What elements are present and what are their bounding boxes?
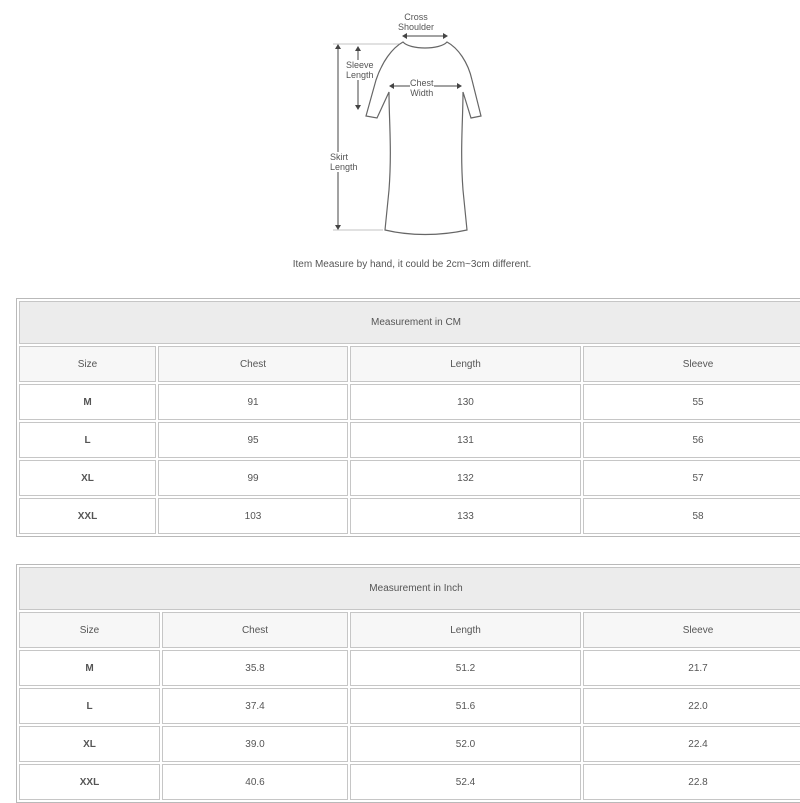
- measurement-table-inch: [16, 564, 800, 803]
- table-row: [19, 764, 800, 800]
- header-length: Length: [350, 612, 581, 648]
- cross-shoulder-label: Cross Shoulder: [398, 12, 435, 32]
- table-row: [19, 688, 800, 724]
- cell-length: 131: [350, 422, 581, 458]
- header-length: Length: [350, 346, 581, 382]
- cell-size: M: [19, 650, 160, 686]
- cell-chest: 103: [158, 498, 348, 534]
- cell-length: 52.0: [350, 726, 581, 762]
- table-row: [19, 498, 800, 534]
- cell-size: XXL: [19, 498, 156, 534]
- header-sleeve: Sleeve: [583, 346, 800, 382]
- cell-sleeve: 56: [583, 422, 800, 458]
- cell-sleeve: 58: [583, 498, 800, 534]
- header-size: Size: [19, 346, 156, 382]
- cell-size: XXL: [19, 764, 160, 800]
- cell-size: XL: [19, 726, 160, 762]
- chest-width-label: Chest Width: [410, 78, 434, 98]
- cell-chest: 39.0: [162, 726, 348, 762]
- cell-length: 130: [350, 384, 581, 420]
- cell-length: 51.2: [350, 650, 581, 686]
- header-size: Size: [19, 612, 160, 648]
- table-row: [19, 650, 800, 686]
- header-sleeve: Sleeve: [583, 612, 800, 648]
- dress-outline-icon: [0, 0, 800, 285]
- sleeve-length-label: Sleeve Length: [346, 60, 374, 80]
- cell-chest: 40.6: [162, 764, 348, 800]
- table-row: [19, 422, 800, 458]
- table-header-row: [19, 346, 800, 382]
- dress-measurement-diagram: [0, 0, 800, 285]
- cell-chest: 95: [158, 422, 348, 458]
- table-header-row: [19, 612, 800, 648]
- table-title: Measurement in Inch: [19, 567, 800, 610]
- table-row: [19, 726, 800, 762]
- measurement-table-cm: [16, 298, 800, 537]
- header-chest: Chest: [158, 346, 348, 382]
- table-title: Measurement in CM: [19, 301, 800, 344]
- cell-size: XL: [19, 460, 156, 496]
- skirt-length-label: Skirt Length: [330, 152, 358, 172]
- cell-size: L: [19, 688, 160, 724]
- cell-sleeve: 57: [583, 460, 800, 496]
- header-chest: Chest: [162, 612, 348, 648]
- cell-chest: 35.8: [162, 650, 348, 686]
- cell-chest: 99: [158, 460, 348, 496]
- cell-length: 51.6: [350, 688, 581, 724]
- cell-sleeve: 22.8: [583, 764, 800, 800]
- cell-sleeve: 22.4: [583, 726, 800, 762]
- cell-size: M: [19, 384, 156, 420]
- table-row: [19, 460, 800, 496]
- measurement-note: Item Measure by hand, it could be 2cm~3cm different.: [292, 259, 532, 270]
- cell-sleeve: 21.7: [583, 650, 800, 686]
- table-row: [19, 384, 800, 420]
- cell-chest: 37.4: [162, 688, 348, 724]
- cell-sleeve: 55: [583, 384, 800, 420]
- cell-length: 132: [350, 460, 581, 496]
- cell-chest: 91: [158, 384, 348, 420]
- cell-size: L: [19, 422, 156, 458]
- cell-length: 52.4: [350, 764, 581, 800]
- cell-sleeve: 22.0: [583, 688, 800, 724]
- cell-length: 133: [350, 498, 581, 534]
